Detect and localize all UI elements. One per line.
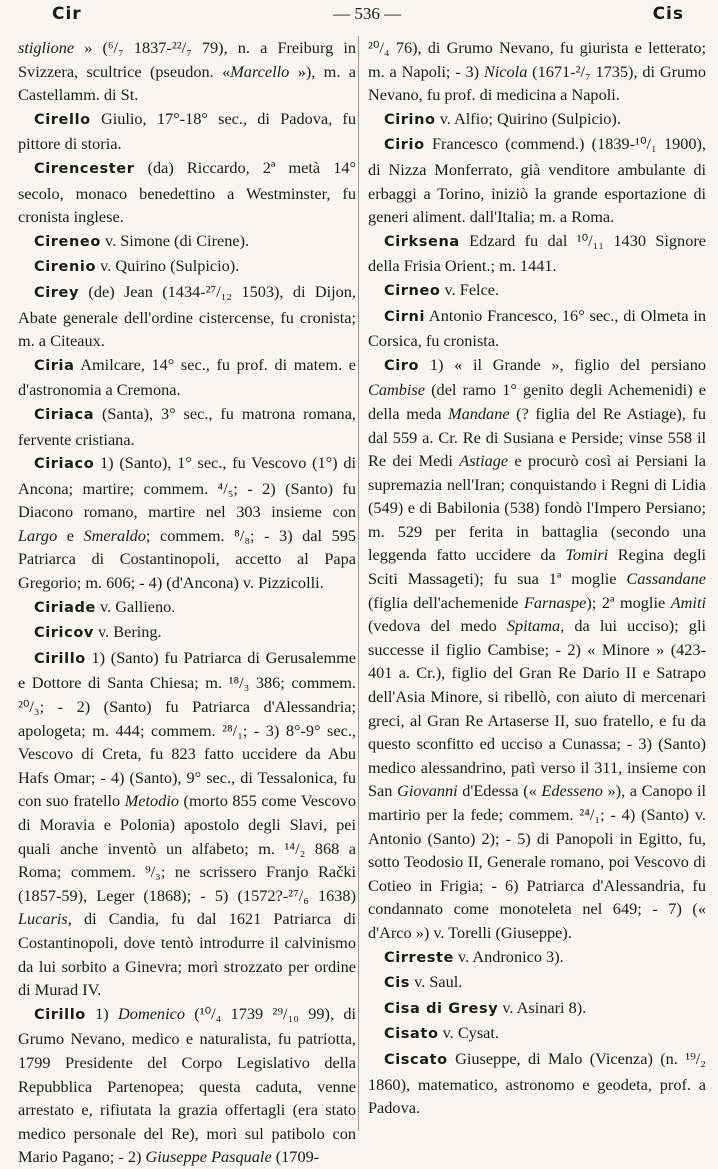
entry-text: v. Felce.: [440, 279, 500, 299]
entry-text: v. Alfio; Quirino (Sulpicio).: [435, 108, 621, 128]
entry-headword: Cirey: [34, 284, 80, 301]
entry-headword: Cirillo: [34, 1006, 86, 1023]
dictionary-entry: [368, 132, 706, 228]
entry-headword: Cirillo: [34, 650, 86, 667]
entry-italic-text: Cambise: [368, 380, 425, 400]
entry-italic-text: Amiti: [670, 592, 707, 612]
entry-text: v. Quirino (Sulpicio).: [96, 256, 240, 276]
entry-italic-text: Smeraldo: [83, 525, 146, 545]
entry-text: (1709-: [271, 1147, 320, 1167]
dictionary-entry: [368, 278, 706, 304]
entry-text: Edzard fu dal ¹⁰/₁₁ 1430 Signore della Frisia Orient.; m. 1441.: [368, 230, 706, 276]
entry-text: , da lui ucciso); gli successe il figlio Cambise; - 2) « Minore » (423-401 a. Cr.), figlio del Gran Re Dario II e Satrapo dell'Asia Minore, si ribellò, con aiuto di mercenari greci, al Gran Re Artaserse II, suo fratello, e fu da questo sconfitto ed ucciso a Cunassa; - 3) (Santo) medico alessandrino, patì verso il 311, insieme con San: [368, 616, 706, 801]
dictionary-entry: [18, 156, 356, 229]
entry-text: (? figlia del Re Astiage), fu dal 559 a. Cr. Re di Susiana e Perside; vinse 558 il Re dei Medi: [368, 403, 706, 471]
dictionary-entry: [368, 996, 706, 1022]
entry-text: Francesco (commend.) (1839-¹⁰/₁ 1900), di Nizza Monferrato, già venditore ambulante di erbaggi a Torino, iniziò la grande esportazione di generi aliment. dall'Italia; m. a Roma.: [368, 134, 706, 227]
entry-headword: Ciria: [34, 357, 75, 374]
dictionary-entry: [18, 402, 356, 451]
entry-headword: Cirenio: [34, 259, 97, 276]
entry-headword: Cirio: [384, 137, 425, 154]
dictionary-entry: [18, 1002, 356, 1169]
dictionary-entry: [368, 1021, 706, 1047]
dictionary-entry: [368, 304, 706, 353]
entry-text: (morto 855 come Vescovo di Moravia e Polonia) apostolo degli Slavi, pei quali anche inventò un alfabeto; m. ¹⁴/₂ 868 a Roma; commem. ⁹/₃; ne scrissero Franjo Rački (1857-59), Leger (1868); - 5) (1572?-²⁷/₆ 1638): [18, 791, 356, 905]
dictionary-entry: [18, 353, 356, 402]
entry-text: (del ramo 1° genito degli Achemenidi) e della meda: [368, 380, 706, 423]
entry-italic-text: Spitama: [506, 616, 561, 636]
entry-italic-text: Marcello: [230, 61, 290, 81]
entry-italic-text: Giovanni: [397, 781, 458, 801]
header-right-headword: Cis: [652, 4, 684, 24]
entry-text: (vedova del medo: [368, 616, 507, 636]
entry-text: (Santa), 3° sec., fu matrona romana, fervente cristiana.: [18, 403, 356, 449]
entry-italic-text: Metodio: [124, 791, 179, 811]
dictionary-entry: [368, 36, 706, 107]
entry-headword: Ciriade: [34, 599, 96, 616]
entry-text: v. Gallieno.: [95, 596, 176, 616]
entry-text: 1) « il Grande », figlio del persiano: [419, 354, 706, 374]
page-number: — 536 —: [333, 4, 402, 23]
entry-text: 1) (Santo) fu Patriarca di Gerusalemme e Dottore di Santa Chiesa; m. ¹⁸/₃ 386; commem. ²⁰/₃; - 2) (Santo) fu Patriarca d'Alessandria; apologeta; m. 444; commem. ²⁸/₁; - 3) 8°-9° sec., Vescovo di Creta, fu 823 fatto uccidere da Abu Hafs Omar; - 4) (Santo), 9° sec., di Tessalonica, fu con suo fratello: [18, 647, 356, 811]
dictionary-entry: [18, 595, 356, 621]
entry-headword: Cirksena: [384, 233, 460, 250]
entry-text: v. Bering.: [93, 622, 162, 642]
entry-headword: Cis: [384, 975, 411, 992]
entry-text: v. Asinari 8).: [498, 997, 587, 1017]
header-left-headword: Cir: [52, 4, 82, 24]
entry-text: 1): [85, 1003, 119, 1023]
left-column: [18, 36, 356, 1169]
entry-headword: Cirello: [34, 111, 91, 128]
right-column: [368, 36, 706, 1169]
entry-text: »), a Canopo il martirio per la fede; commem. ²⁴/₁; - 4) (Santo) v. Antonio (Santo) 2); - 5) di Panopoli in Egitto, fu, sotto Teodosio II, Generale romano, poi Vescovo di Cotieo in Frigia; - 6) Patriarca d'Alessandria, fu condannato come monoteleta nel 649; - 7) (« d'Arco ») v. Torelli (Giuseppe).: [368, 781, 706, 942]
entry-italic-text: Cassandane: [626, 569, 706, 589]
entry-italic-text: Farnaspe: [523, 592, 587, 612]
entry-headword: Ciriaca: [34, 406, 95, 423]
entry-headword: Cirino: [384, 111, 436, 128]
dictionary-entry: [368, 970, 706, 996]
entry-italic-text: Mandane: [448, 403, 510, 423]
entry-italic-text: Lucaris: [18, 909, 68, 929]
entry-headword: Cirencester: [34, 160, 135, 177]
columns: [18, 36, 706, 1169]
entry-text: (de) Jean (1434-²⁷/₁₂ 1503), di Dijon, Abate generale dell'ordine cistercense, fu cronista; m. a Citeaux.: [18, 281, 356, 351]
entry-italic-text: Largo: [18, 525, 58, 545]
entry-text: (¹⁰/₄ 1739 ²⁹/₁₀ 99), di Grumo Nevano, medico e naturalista, fu patriotta, 1799 Presidente del Corpo Legislativo della Repubblica Partenopea; questa caduta, venne arrestato e, rifiutata la grazia offertagli (era stato medico personale del Re), morì sul patibolo con Mario Pagano; - 2): [18, 1003, 356, 1167]
entry-headword: Ciscato: [384, 1051, 448, 1068]
dictionary-entry: [18, 107, 356, 156]
entry-text: »), m. a Castellamm. di St.: [18, 61, 356, 105]
entry-text: e procurò così ai Persiani la supremazia nell'Iran; conquistando i Regni di Lidia (549) e di Babilonia (538) fondò l'Impero Persiano; m. 529 per ferita in battaglia (secondo una leggenda fatto uccidere da: [368, 451, 706, 565]
entry-headword: Ciriaco: [34, 456, 95, 473]
entry-text: (1671-²/₇ 1735), di Grumo Nevano, fu prof. di medicina a Napoli.: [368, 61, 706, 105]
entry-italic-text: Edesseno: [541, 781, 603, 801]
entry-text: Regina degli Sciti Massageti); fu sua 1ª moglie: [368, 545, 706, 589]
page-header: [18, 4, 706, 32]
dictionary-entry: [18, 620, 356, 646]
dictionary-entry: [368, 229, 706, 278]
entry-text: e: [57, 525, 84, 545]
dictionary-entry: [18, 254, 356, 280]
entry-headword: Ciricov: [34, 625, 94, 642]
entry-headword: Cisa di Gresy: [384, 1000, 499, 1017]
entry-text: v. Saul.: [410, 972, 463, 992]
entry-text: Giuseppe, di Malo (Vicenza) (n. ¹⁹/₂ 1860), matematico, astronomo e geodeta, prof. a Padova.: [368, 1048, 706, 1118]
entry-text: (figlia dell'achemenide: [368, 592, 524, 612]
entry-text: (da) Riccardo, 2ª metà 14° secolo, monaco benedettino a Westminster, fu cronista inglese.: [18, 157, 356, 227]
entry-italic-text: Astiage: [459, 451, 509, 471]
dictionary-entry: [18, 280, 356, 353]
entry-text: v. Andronico 3).: [453, 946, 564, 966]
entry-italic-text: Giuseppe Pasquale: [145, 1147, 272, 1167]
entry-italic-text: Domenico: [118, 1003, 185, 1023]
entry-text: 1) (Santo), 1° sec., fu Vescovo (1°) di Ancona; martire; commem. ⁴/₅; - 2) (Santo) fu Diacono romano, martire nel 303 insieme con: [18, 453, 356, 522]
dictionary-entry: [18, 229, 356, 255]
entry-text: ); 2ª moglie: [586, 592, 671, 612]
entry-text: Giulio, 17°-18° sec., di Padova, fu pittore di storia.: [18, 108, 356, 154]
entry-italic-text: stiglione: [18, 38, 75, 57]
entry-text: ; commem. ⁸/₈; - 3) dal 595 Patriarca di Costantinopoli, accetto al Papa Gregorio; m. 606; - 4) (d'Ancona) v. Pizzicolli.: [18, 525, 356, 593]
entry-headword: Cireneo: [34, 233, 101, 250]
entry-text: v. Cysat.: [438, 1023, 499, 1043]
dictionary-entry: [368, 353, 706, 945]
entry-text: » (⁶/₇ 1837-²²/₇ 79), n. a Freiburg in Svizzera, scultrice (pseudon. «: [18, 38, 356, 81]
dictionary-entry: [18, 646, 356, 1002]
dictionary-entry: [368, 1047, 706, 1120]
dictionary-entry: [18, 36, 356, 107]
entry-headword: Cirreste: [384, 949, 454, 966]
entry-headword: Cisato: [384, 1026, 439, 1043]
entry-text: Amilcare, 14° sec., fu prof. di matem. e d'astronomia a Cremona.: [18, 354, 356, 400]
dictionary-entry: [18, 451, 356, 595]
dictionary-entry: [368, 945, 706, 971]
dictionary-entry: [368, 107, 706, 133]
entry-headword: Cirni: [384, 308, 426, 325]
entry-text: d'Edessa («: [457, 781, 542, 801]
entry-italic-text: Tomiri: [565, 545, 609, 565]
entry-text: Antonio Francesco, 16° sec., di Olmeta in Corsica, fu cronista.: [368, 305, 706, 351]
column-divider: [358, 36, 359, 1131]
entry-headword: Cirneo: [384, 282, 441, 299]
entry-italic-text: Nicola: [483, 61, 528, 81]
entry-text: , di Candia, fu dal 1621 Patriarca di Costantinopoli, dove tentò introdurre il calvinismo da lui sorbito a Ginevra; morì strozzato per ordine di Murad IV.: [18, 909, 356, 1000]
entry-headword: Ciro: [384, 357, 420, 374]
entry-text: ²⁰/₄ 76), di Grumo Nevano, fu giurista e letterato; m. a Napoli; - 3): [368, 38, 706, 81]
entry-text: v. Simone (di Cirene).: [100, 230, 250, 250]
